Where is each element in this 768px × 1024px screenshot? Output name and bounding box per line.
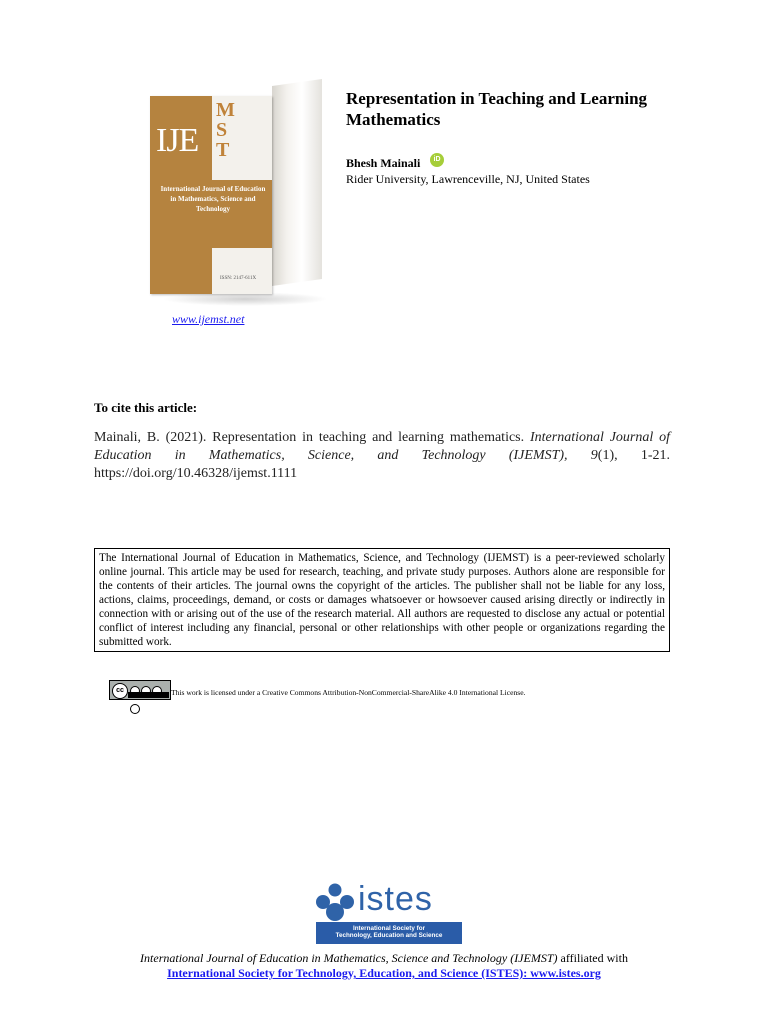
citation-issue-doi: (1), 1-21. https://doi.org/10.46328/ijemst.1111 <box>94 448 670 481</box>
license-text: This work is licensed under a Creative Commons Attribution-NonCommercial-ShareAlike 4.0 International License. <box>171 688 526 697</box>
cover-issn: ISSN: 2147-611X <box>220 276 257 281</box>
cover-subtitle: International Journal of Education in Mathematics, Science and Technology <box>160 185 266 213</box>
cover-ije-text: IJE <box>156 122 199 159</box>
cc-circle: cc <box>112 683 128 699</box>
disclaimer-box: The International Journal of Education in Mathematics, Science, and Technology (IJEMST) is a peer-reviewed scholarly online journal. This article may be used for research, teaching, and private study purposes. Authors alone are responsible for the contents of their articles. The journal owns the copyright of the articles. The publisher shall not be liable for any loss, actions, claims, proceedings, demand, or costs or damages whatsoever or howsoever caused arising directly or indirectly in connection with or arising out of the use of the research material. All authors are requested to disclose any actual or potential conflict of interest including any financial, personal or other relationships with other people or organizations regarding the submitted work. <box>94 548 670 652</box>
istes-banner-line2: Technology, Education and Science <box>335 932 443 939</box>
author-name: Bhesh Mainali <box>346 156 421 170</box>
cite-heading: To cite this article: <box>94 400 198 415</box>
journal-website-link[interactable]: www.ijemst.net <box>172 312 245 326</box>
footer-journal-name: International Journal of Education in Mathematics, Science and Technology (IJEMST) <box>140 951 558 965</box>
footer-affiliated-text: affiliated with <box>557 951 628 965</box>
cc-label-bar <box>128 692 169 698</box>
citation-text <box>94 429 670 483</box>
cc-attribution-icons <box>130 683 168 691</box>
author-affiliation: Rider University, Lawrenceville, NJ, United States <box>346 172 590 186</box>
article-title: Representation in Teaching and Learning Mathematics <box>346 89 648 129</box>
istes-wordmark: istes <box>358 880 433 918</box>
creative-commons-icon[interactable] <box>109 680 171 700</box>
citation-journal: International Journal of Education in Mathematics, Science, and Technology (IJEMST), 9 <box>94 430 671 463</box>
istes-logo <box>312 880 462 946</box>
cover-mst-letters: M S T <box>216 99 235 161</box>
footer-istes-link[interactable]: International Society for Technology, Education, and Science (ISTES): www.istes.org <box>167 966 601 980</box>
istes-banner <box>316 922 462 944</box>
cover-front <box>150 96 272 294</box>
journal-cover-image <box>146 82 328 308</box>
cover-mst-text <box>216 99 235 161</box>
istes-dots-icon <box>312 882 358 926</box>
orcid-icon[interactable]: iD <box>430 153 444 167</box>
footer-affiliation <box>0 951 768 966</box>
citation-lead: Mainali, B. (2021). Representation in teaching and learning mathematics. <box>94 430 530 445</box>
cover-shadow <box>162 292 328 306</box>
cover-spine <box>272 79 322 286</box>
istes-banner-line1: International Society for <box>352 925 426 932</box>
